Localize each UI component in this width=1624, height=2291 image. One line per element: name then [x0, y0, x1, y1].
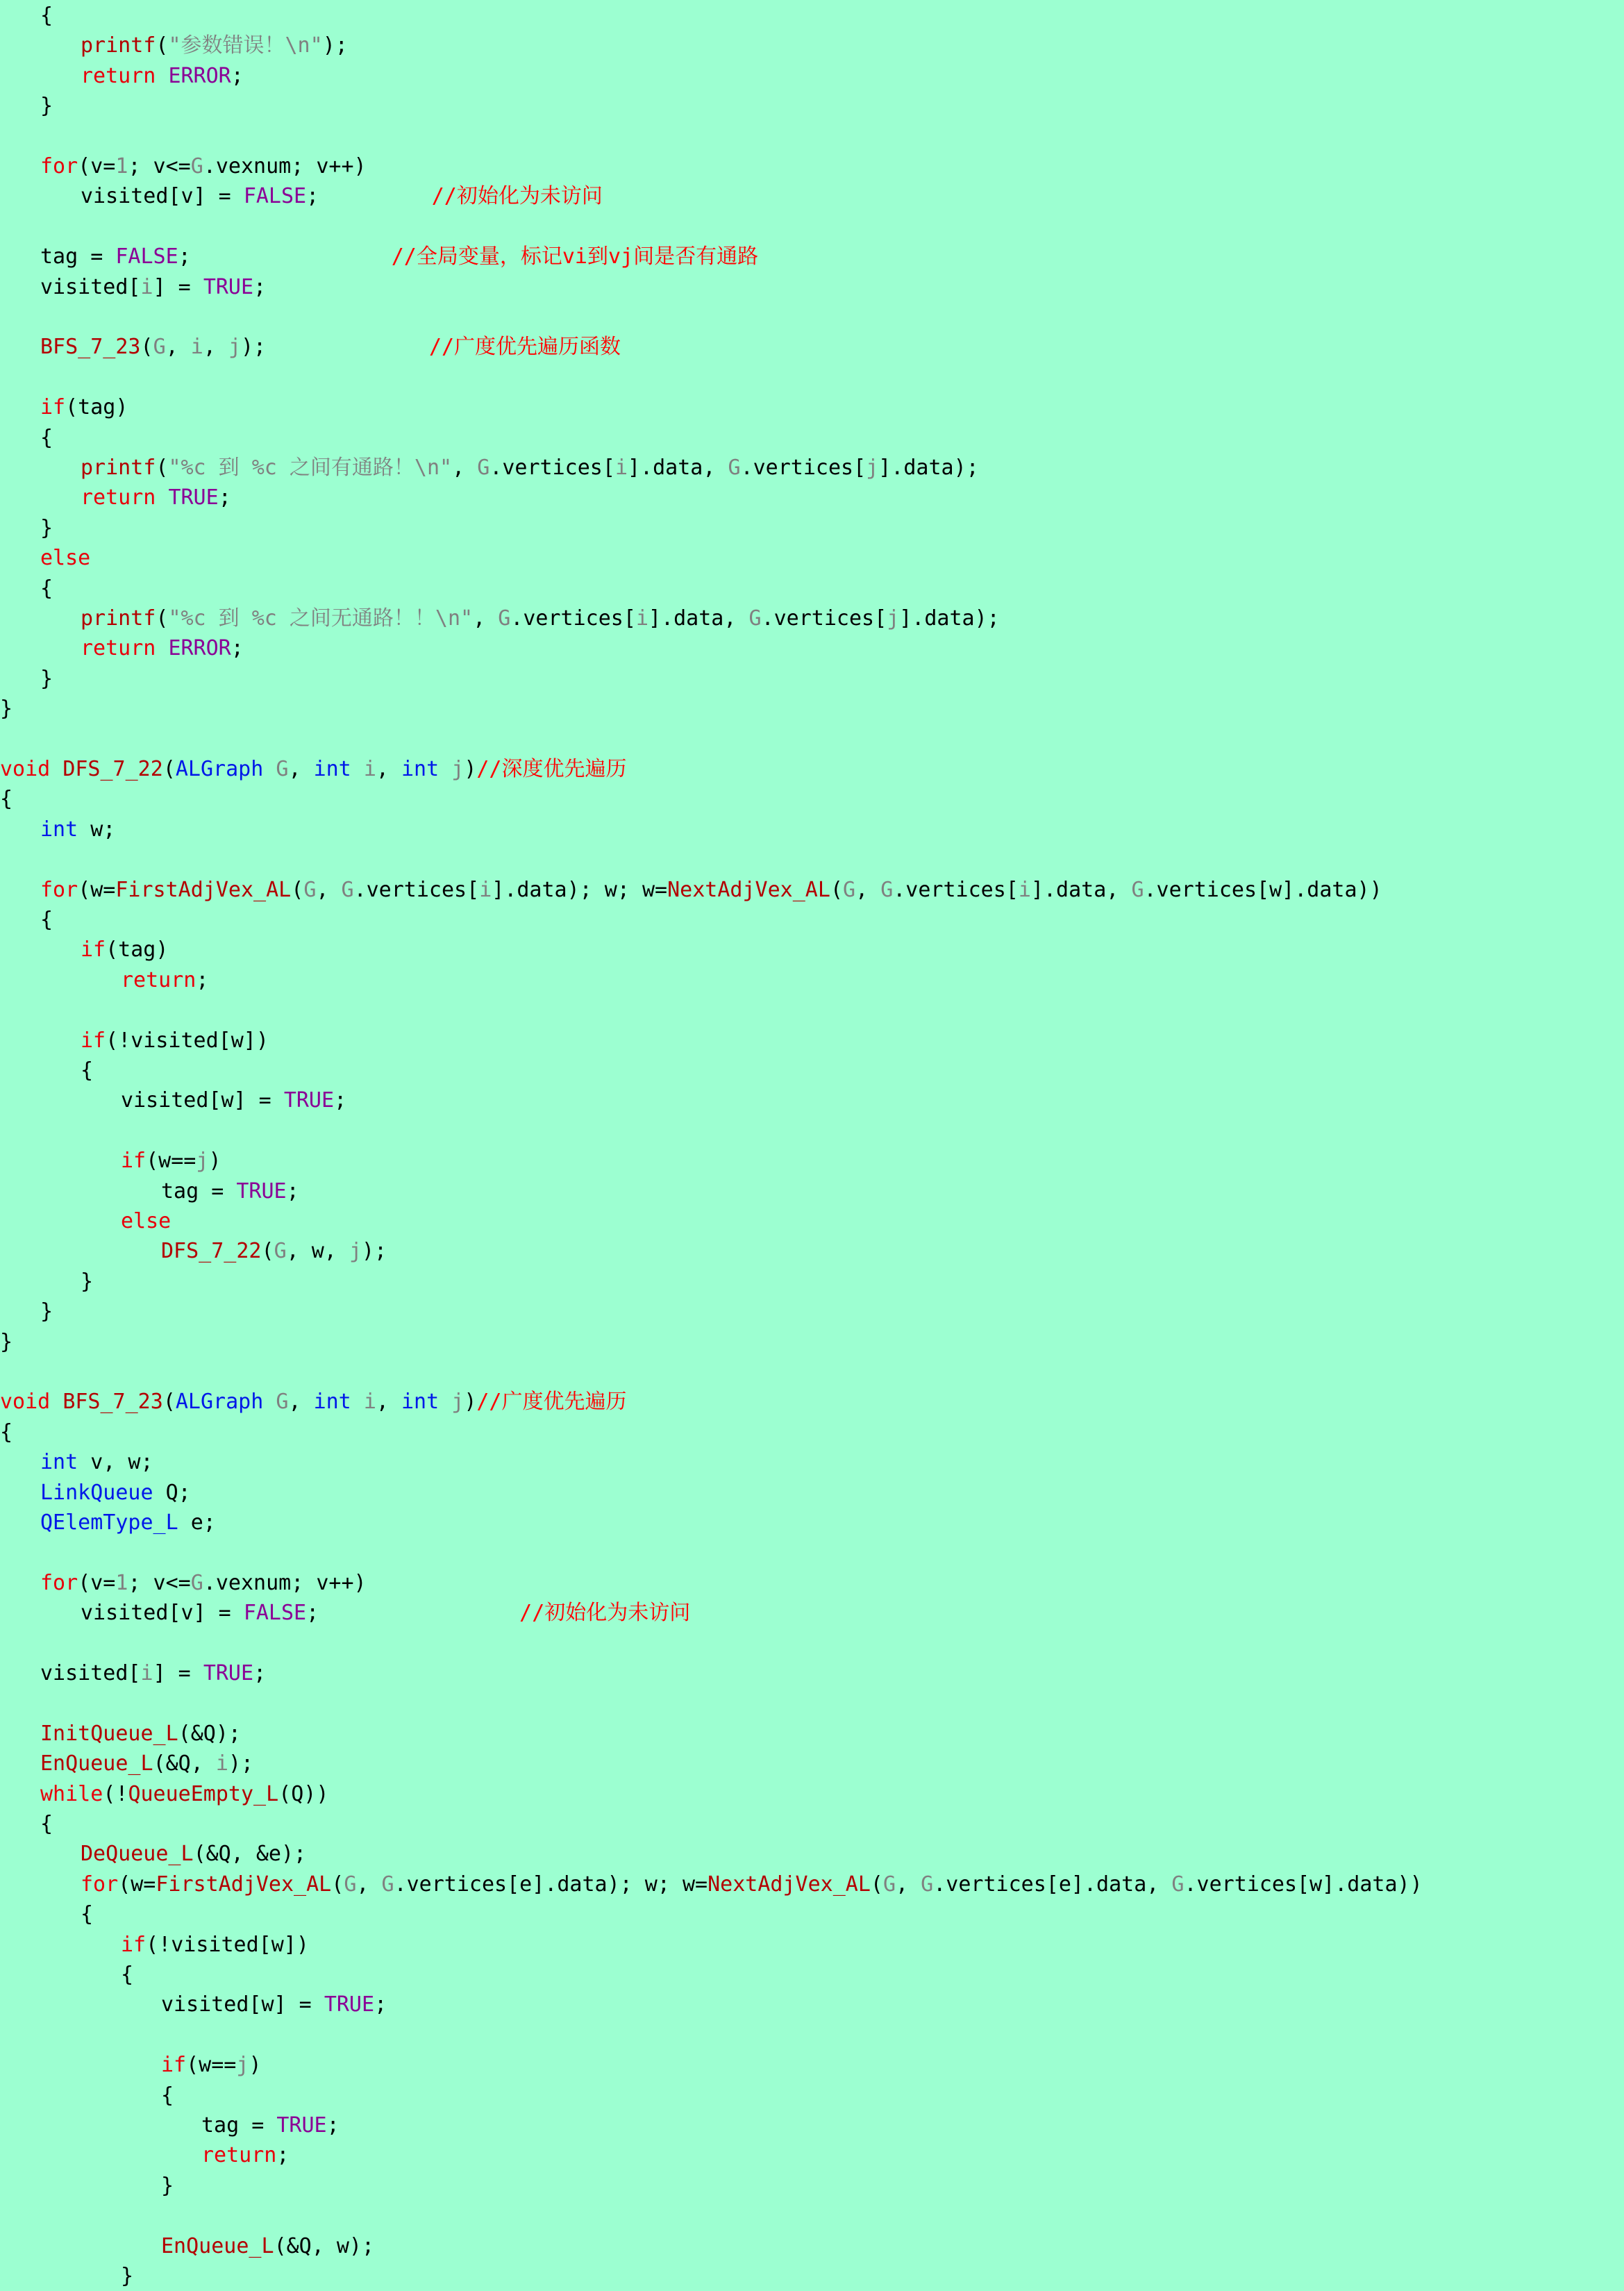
code-text: (	[156, 606, 169, 631]
keyword: else	[40, 546, 91, 571]
code-text: .vertices[	[510, 606, 636, 631]
code-line	[40, 574, 53, 603]
function: EnQueue_L	[40, 1751, 153, 1776]
code-line	[161, 2171, 174, 2201]
code-text: .vertices[w].data))	[1184, 1872, 1423, 1897]
variable: G	[190, 1570, 203, 1595]
code-line	[40, 1779, 328, 1809]
code-text	[156, 64, 168, 88]
code-text	[351, 1390, 364, 1414]
code-line	[40, 543, 90, 573]
type: LinkQueue	[40, 1480, 153, 1505]
variable: i	[363, 1390, 376, 1415]
code-text: {	[40, 576, 53, 601]
comment: //广度优先遍历	[476, 1390, 627, 1415]
code-text: visited[w] =	[161, 1992, 324, 2017]
code-line	[201, 2110, 340, 2140]
variable: G	[498, 606, 511, 631]
variable: G	[728, 456, 741, 480]
function: DFS_7_22	[161, 1239, 262, 1264]
code-text: {	[0, 1419, 13, 1444]
code-line	[40, 91, 53, 121]
code-text: visited[	[40, 1661, 141, 1685]
keyword: for	[40, 1570, 78, 1595]
code-text: )	[249, 2053, 262, 2078]
code-text: (&Q, &e);	[193, 1842, 307, 1867]
variable: G	[921, 1872, 934, 1897]
code-text	[263, 1390, 276, 1414]
code-text: (	[830, 877, 843, 902]
variable: G	[303, 877, 317, 902]
variable: G	[344, 1872, 357, 1897]
code-text: (w==	[186, 2053, 237, 2078]
code-text: .vertices[e].data); w; w=	[394, 1872, 708, 1897]
code-line	[121, 2261, 133, 2291]
code-line	[40, 1478, 191, 1508]
code-text: visited[w] =	[121, 1088, 284, 1113]
code-text: (	[261, 1239, 274, 1264]
code-text: {	[0, 787, 13, 812]
comment: //初始化为未访问	[519, 1601, 691, 1626]
variable: j	[236, 2053, 249, 2078]
code-text: ;	[326, 2113, 340, 2138]
code-text: ,	[473, 606, 499, 631]
code-text: ].data);	[899, 606, 1000, 631]
code-text: .vertices[	[761, 606, 887, 631]
code-line	[81, 483, 231, 513]
function: BFS_7_23	[62, 1390, 163, 1415]
code-line	[121, 1930, 309, 1960]
keyword: void	[0, 1390, 51, 1415]
code-line	[40, 1568, 367, 1598]
type: int	[313, 1390, 351, 1415]
code-line	[81, 31, 348, 60]
comment: //全局变量，标记vi到vj间是否有通路	[391, 244, 759, 269]
code-text: (tag)	[65, 395, 128, 420]
code-line	[81, 633, 244, 663]
variable: j	[866, 456, 879, 480]
function: InitQueue_L	[40, 1721, 178, 1746]
code-text: }	[40, 515, 53, 540]
code-text: v, w;	[78, 1450, 153, 1475]
function: printf	[81, 456, 156, 480]
comment: //初始化为未访问	[431, 184, 603, 209]
code-text: (&Q,	[153, 1751, 216, 1776]
code-line	[81, 1839, 306, 1869]
code-text	[263, 757, 276, 781]
code-text: Q;	[153, 1480, 191, 1505]
constant: ERROR	[168, 636, 231, 661]
code-text: (w==	[146, 1149, 196, 1174]
code-text: .vexnum; v++)	[203, 154, 367, 178]
code-line	[0, 1327, 12, 1357]
code-text: ].data,	[628, 456, 728, 480]
code-text: {	[161, 2083, 174, 2108]
type: int	[401, 757, 440, 781]
code-text: ,	[376, 1390, 401, 1415]
type: int	[40, 817, 78, 842]
code-line	[81, 603, 1000, 633]
code-line	[40, 151, 367, 181]
code-text: ,	[165, 335, 191, 360]
code-line	[201, 2140, 289, 2170]
variable: j	[451, 757, 464, 781]
code-text: }	[81, 1269, 94, 1294]
code-text: {	[40, 3, 53, 28]
code-text: visited[v] =	[81, 1601, 244, 1626]
type: ALGraph	[175, 757, 264, 781]
variable: G	[477, 456, 490, 480]
function: QueueEmpty_L	[128, 1781, 279, 1806]
code-text	[439, 1390, 451, 1414]
code-line	[121, 1085, 346, 1115]
code-line	[81, 1267, 93, 1297]
code-text: tag =	[201, 2113, 277, 2138]
string: "%c 到 %c 之间有通路！\n"	[168, 456, 453, 480]
code-line	[81, 1869, 1423, 1899]
function: BFS_7_23	[40, 335, 141, 360]
code-text: );	[362, 1239, 387, 1264]
variable: j	[228, 335, 241, 360]
code-line	[40, 513, 53, 543]
code-line	[40, 272, 266, 302]
code-line	[81, 1026, 269, 1056]
code-text: visited[v] =	[81, 184, 244, 209]
code-line	[40, 1447, 153, 1477]
code-line	[40, 332, 621, 362]
type: QElemType_L	[40, 1510, 178, 1535]
keyword: void	[0, 757, 51, 781]
code-text: ;	[334, 1088, 347, 1113]
comment: //深度优先遍历	[476, 757, 627, 781]
variable: G	[153, 335, 166, 360]
code-text: ,	[896, 1872, 921, 1897]
code-text: )	[464, 757, 477, 781]
code-text: ] =	[153, 274, 203, 299]
constant: TRUE	[168, 485, 219, 510]
constant: FALSE	[243, 184, 307, 209]
keyword: if	[81, 1028, 106, 1053]
code-text: ; v<=	[128, 1570, 191, 1595]
variable: 1	[115, 154, 128, 178]
code-text	[50, 757, 62, 781]
variable: G	[190, 154, 203, 178]
code-line	[40, 1658, 266, 1688]
code-text: (tag)	[106, 938, 169, 963]
code-line	[121, 965, 208, 995]
code-text: .vertices[w].data))	[1144, 877, 1382, 902]
code-text: ;	[374, 1992, 387, 2017]
constant: FALSE	[243, 1601, 307, 1626]
code-text: (v=	[78, 1570, 116, 1595]
code-text: tag =	[161, 1178, 237, 1203]
code-text: (	[291, 877, 304, 902]
constant: TRUE	[283, 1088, 335, 1113]
code-text: .vertices[	[893, 877, 1019, 902]
code-line	[40, 1508, 216, 1538]
code-text: ] =	[153, 1661, 203, 1685]
code-text: ;	[218, 485, 231, 510]
code-text: {	[40, 908, 53, 932]
code-text: ; v<=	[128, 154, 191, 178]
keyword: return	[81, 485, 156, 510]
code-text: (	[156, 456, 169, 480]
variable: G	[1171, 1872, 1184, 1897]
variable: j	[349, 1239, 362, 1264]
code-line	[40, 875, 1382, 905]
code-text	[439, 757, 451, 781]
code-text: e;	[178, 1510, 216, 1535]
code-text: {	[81, 1058, 94, 1083]
code-text: ,	[203, 335, 228, 360]
code-text: .vertices[	[489, 456, 615, 480]
code-text: ].data);	[878, 456, 979, 480]
code-text: ;	[231, 636, 244, 661]
code-text: .vexnum; v++)	[203, 1570, 367, 1595]
keyword: while	[40, 1781, 103, 1806]
code-text: ].data,	[648, 606, 749, 631]
code-text: )	[464, 1390, 477, 1415]
code-line	[161, 1176, 299, 1206]
keyword: return	[121, 967, 196, 992]
code-text: }	[40, 666, 53, 691]
code-text: ,	[356, 1872, 382, 1897]
code-line	[121, 1146, 221, 1176]
code-text: );	[228, 1751, 254, 1776]
function: printf	[81, 33, 156, 58]
code-text: (!visited[w])	[106, 1028, 269, 1053]
type: int	[313, 757, 351, 781]
code-text: }	[161, 2173, 174, 2198]
code-text: }	[40, 1299, 53, 1324]
keyword: else	[121, 1209, 171, 1233]
function: DFS_7_22	[62, 757, 163, 781]
code-line	[81, 181, 603, 211]
code-text: (!	[103, 1781, 128, 1806]
variable: G	[276, 1390, 289, 1415]
variable: G	[1131, 877, 1144, 902]
constant: TRUE	[203, 274, 254, 299]
code-text: (&Q);	[178, 1721, 241, 1746]
constant: ERROR	[168, 63, 231, 88]
code-text: {	[121, 1963, 134, 1987]
variable: G	[341, 877, 354, 902]
string: "%c 到 %c 之间无通路！！\n"	[168, 606, 474, 631]
constant: TRUE	[324, 1992, 375, 2017]
type: ALGraph	[175, 1390, 264, 1415]
code-line	[40, 423, 53, 453]
keyword: return	[201, 2143, 277, 2168]
code-text: ;	[276, 2143, 290, 2168]
code-line	[40, 1809, 53, 1839]
keyword: if	[121, 1932, 147, 1957]
variable: i	[614, 456, 628, 480]
code-text: ;	[306, 184, 432, 209]
code-line	[40, 905, 53, 935]
keyword: return	[81, 63, 156, 88]
constant: FALSE	[115, 244, 178, 269]
code-line	[40, 1, 53, 31]
code-line	[161, 2231, 374, 2261]
code-text: {	[81, 1902, 94, 1927]
variable: i	[635, 606, 648, 631]
code-line	[81, 61, 244, 91]
variable: G	[748, 606, 762, 631]
code-line	[0, 1387, 627, 1417]
code-text	[156, 485, 168, 510]
code-text: );	[241, 335, 429, 360]
variable: i	[140, 274, 153, 299]
code-line	[161, 2050, 262, 2080]
code-text: }	[121, 2264, 134, 2288]
variable: G	[882, 1872, 896, 1897]
code-text: , w,	[286, 1239, 349, 1264]
variable: i	[140, 1661, 153, 1685]
code-text: ;	[286, 1178, 299, 1203]
type: int	[40, 1450, 78, 1475]
function: FirstAdjVex_AL	[156, 1872, 332, 1897]
keyword: for	[81, 1872, 119, 1897]
code-text: (&Q, w);	[274, 2233, 375, 2258]
code-text: .vertices[	[740, 456, 867, 480]
code-line	[0, 694, 12, 724]
code-line	[40, 1719, 241, 1749]
code-text: ].data); w; w=	[492, 877, 668, 902]
code-text: ,	[316, 877, 342, 902]
comment: //广度优先遍历函数	[428, 335, 621, 360]
variable: i	[1018, 877, 1031, 902]
function: printf	[81, 606, 156, 631]
code-line	[81, 453, 979, 483]
code-text: {	[40, 425, 53, 450]
keyword: for	[40, 877, 78, 902]
code-text: (	[162, 1390, 176, 1415]
code-text: .vertices[	[353, 877, 480, 902]
code-text: visited[	[40, 274, 141, 299]
variable: i	[479, 877, 492, 902]
code-line	[81, 935, 168, 965]
code-line	[0, 1417, 12, 1447]
code-text: ,	[855, 877, 881, 902]
code-text	[50, 1390, 62, 1414]
constant: TRUE	[236, 1178, 287, 1203]
code-text: )	[208, 1149, 221, 1174]
variable: 1	[115, 1570, 128, 1595]
keyword: if	[161, 2053, 187, 2078]
code-text: ,	[452, 456, 478, 480]
keyword: if	[121, 1149, 147, 1174]
code-line	[121, 1960, 133, 1990]
code-text: );	[322, 33, 348, 58]
code-text: ;	[231, 63, 244, 88]
code-text: (!visited[w])	[146, 1932, 309, 1957]
code-line	[161, 1236, 387, 1266]
code-line	[81, 1056, 93, 1085]
code-line	[161, 1990, 387, 2019]
variable: i	[215, 1751, 228, 1776]
code-line	[40, 392, 128, 422]
function: FirstAdjVex_AL	[115, 877, 292, 902]
code-line	[121, 1206, 171, 1236]
variable: G	[843, 877, 856, 902]
code-text: (	[870, 1872, 883, 1897]
code-text: (	[162, 757, 176, 781]
type: int	[401, 1390, 440, 1415]
code-line	[40, 1749, 253, 1778]
code-text: (w=	[118, 1872, 156, 1897]
code-text: ,	[288, 1390, 314, 1415]
variable: j	[196, 1149, 209, 1174]
code-text: (	[331, 1872, 344, 1897]
keyword: if	[81, 938, 106, 963]
string: "参数错误！\n"	[168, 33, 323, 58]
code-line	[40, 1297, 53, 1326]
constant: TRUE	[203, 1661, 254, 1685]
keyword: for	[40, 154, 78, 178]
variable: G	[276, 757, 289, 781]
code-text: ;	[253, 1661, 267, 1685]
code-text: (Q))	[278, 1781, 329, 1806]
function: NextAdjVex_AL	[708, 1872, 871, 1897]
code-text: ;	[196, 967, 209, 992]
code-line	[40, 815, 115, 844]
code-text: }	[0, 1329, 13, 1354]
code-line	[0, 784, 12, 814]
code-text: (	[156, 33, 169, 58]
function: DeQueue_L	[81, 1842, 194, 1867]
code-text: ,	[376, 757, 401, 781]
code-text: tag =	[40, 244, 116, 269]
code-line	[81, 1598, 690, 1628]
variable: G	[880, 877, 894, 902]
function: NextAdjVex_AL	[667, 877, 830, 902]
variable: i	[363, 757, 376, 781]
keyword: return	[81, 636, 156, 661]
constant: TRUE	[276, 2113, 327, 2138]
code-line	[40, 242, 758, 272]
code-text: w;	[78, 817, 116, 842]
function: EnQueue_L	[161, 2233, 274, 2258]
code-text: {	[40, 1812, 53, 1836]
code-line	[81, 1899, 93, 1929]
variable: i	[190, 335, 203, 360]
code-text: (w=	[78, 877, 116, 902]
variable: G	[381, 1872, 394, 1897]
code-text: }	[40, 94, 53, 119]
code-text	[156, 636, 168, 660]
code-text: ;	[178, 244, 392, 269]
code-text: (v=	[78, 154, 116, 178]
code-line	[0, 754, 627, 784]
code-text: ;	[253, 274, 267, 299]
code-text: ].data,	[1030, 877, 1132, 902]
variable: j	[451, 1390, 464, 1415]
code-text: ;	[306, 1601, 520, 1626]
keyword: if	[40, 395, 66, 420]
code-text	[351, 757, 364, 781]
code-text: .vertices[e].data,	[933, 1872, 1172, 1897]
variable: G	[274, 1239, 287, 1264]
code-text: (	[140, 335, 153, 360]
code-line	[161, 2081, 174, 2110]
variable: j	[887, 606, 900, 631]
code-line	[40, 664, 53, 694]
code-text: ,	[288, 757, 314, 781]
code-text: }	[0, 697, 13, 722]
